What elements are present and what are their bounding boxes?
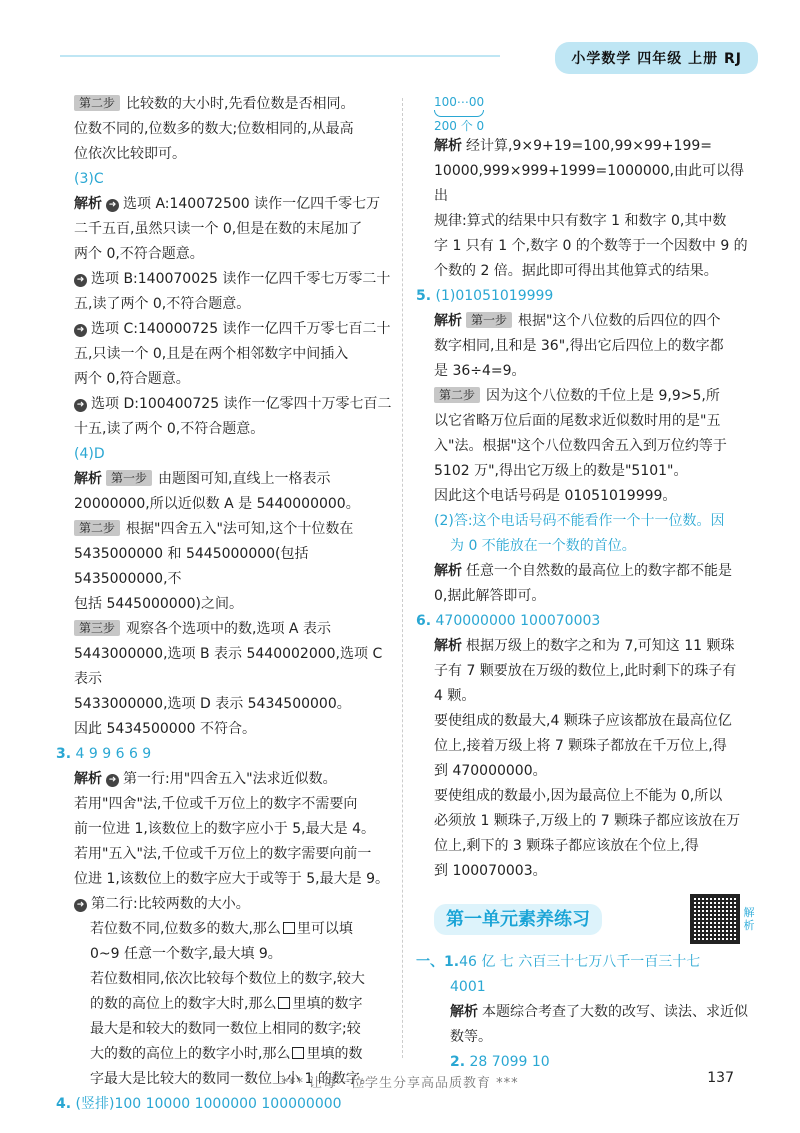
paragraph: 最大是和较大的数同一数位上相同的数字;较 xyxy=(90,1021,361,1037)
brace-annotation: 100⋯00 200 个 0 xyxy=(434,95,485,133)
paragraph: 要使组成的数最小,因为最高位上不能为 0,所以 xyxy=(434,788,723,804)
question-number: 5. xyxy=(416,288,432,304)
paragraph: 解析 第一步 根据"这个八位数的后四位的四个 xyxy=(434,313,721,329)
paragraph: 5433000000,选项 D 表示 5434500000。 xyxy=(74,696,351,712)
arrow-icon: ➜ xyxy=(74,274,87,287)
step-badge: 第三步 xyxy=(74,620,120,636)
unit-q1 xyxy=(416,950,756,975)
question-5 xyxy=(416,284,756,309)
paragraph: ➜ 第二行:比较两数的大小。 xyxy=(74,892,392,917)
question-number: 4. xyxy=(56,1096,72,1112)
paragraph: 位上,剩下的 3 颗珠子都应该放在个位上,得 xyxy=(434,838,699,854)
answer: (2)答:这个电话号码不能看作一个十一位数。因 xyxy=(434,513,725,529)
paragraph: 若位数相同,依次比较每个数位上的数字,较大 xyxy=(90,971,365,987)
paragraph: 因此 5434500000 不符合。 xyxy=(74,721,256,737)
question-number: 一、1. xyxy=(416,954,460,970)
paragraph: 到 100070003。 xyxy=(434,863,547,879)
paragraph: 两个 0,不符合题意。 xyxy=(74,246,204,262)
paragraph: 第二步 因为这个八位数的千位上是 9,9>5,所 xyxy=(434,384,756,409)
paragraph: 解析 根据万级上的数字之和为 7,可知这 11 颗珠 xyxy=(434,638,735,654)
arrow-icon: ➜ xyxy=(74,899,87,912)
answer: (3)C xyxy=(74,171,104,187)
paragraph: 到 470000000。 xyxy=(434,763,547,779)
qr-code-icon xyxy=(690,894,740,944)
analysis-label: 解析 xyxy=(434,138,462,154)
paragraph: ➜ 选项 B:140070025 读作一亿四千零七万零二十 xyxy=(74,267,392,292)
paragraph: 0~9 任意一个数字,最大填 9。 xyxy=(90,946,282,962)
arrow-icon: ➜ xyxy=(74,399,87,412)
paragraph: 字最大是比较大的数同一数位上小 1 的数字。 xyxy=(90,1071,374,1087)
header-rule xyxy=(60,55,500,57)
paragraph: 因此这个电话号码是 01051019999。 xyxy=(434,488,677,504)
paragraph: 第三步 观察各个选项中的数,选项 A 表示 xyxy=(74,617,392,642)
answer: 470000000 100070003 xyxy=(435,613,601,629)
paragraph: 大的数的高位上的数字小时,那么 里填的数 xyxy=(90,1046,363,1062)
paragraph: 以它省略万位后面的尾数求近似数时用的是"五 xyxy=(434,413,721,429)
paragraph: 位上,接着万级上将 7 颗珠子都放在千万位上,得 xyxy=(434,738,727,754)
paragraph: 解析 第一步 由题图可知,直线上一格表示 xyxy=(74,471,331,487)
paragraph: 解析 ➜ 选项 A:140072500 读作一亿四千零七万 xyxy=(74,196,381,212)
blank-box-icon xyxy=(292,1047,304,1059)
question-number: 2. xyxy=(450,1054,466,1070)
paragraph: 五,只读一个 0,且是在两个相邻数字中间插入 xyxy=(74,346,349,362)
paragraph: 位依次比较即可。 xyxy=(74,146,186,162)
paragraph: 解析 任意一个自然数的最高位上的数字都不能是 xyxy=(434,563,732,579)
column-divider xyxy=(402,98,403,1058)
arrow-icon: ➜ xyxy=(106,199,119,212)
paragraph: 前一位进 1,该数位上的数字应小于 5,最大是 4。 xyxy=(74,821,375,837)
paragraph: 第二步 根据"四舍五入"法可知,这个十位数在 xyxy=(74,517,392,542)
paragraph: 要使组成的数最大,4 颗珠子应该都放在最高位亿 xyxy=(434,713,732,729)
footer-slogan: *** 让每一位学生分享高品质教育 *** xyxy=(281,1076,519,1091)
paragraph: 两个 0,符合题意。 xyxy=(74,371,190,387)
paragraph: 解析 本题综合考查了大数的改写、读法、求近似 xyxy=(450,1004,748,1020)
paragraph: 十五,读了两个 0,不符合题意。 xyxy=(74,421,265,437)
paragraph: 位数不同的,位数多的数大;位数相同的,从最高 xyxy=(74,121,354,137)
answer: 为 0 不能放在一个数的首位。 xyxy=(450,538,636,554)
paragraph: 必须放 1 颗珠子,万级上的 7 颗珠子都应该放在万 xyxy=(434,813,741,829)
paragraph: 5443000000,选项 B 表示 5440002000,选项 C 表示 xyxy=(74,646,383,687)
step-badge: 第二步 xyxy=(74,520,120,536)
paragraph: 五,读了两个 0,不符合题意。 xyxy=(74,296,251,312)
book-label: 小学数学 四年级 上册 RJ xyxy=(555,42,758,74)
answer: 4001 xyxy=(450,979,486,995)
question-6 xyxy=(416,609,756,634)
paragraph: ➜ 选项 D:100400725 读作一亿零四十万零七百二 xyxy=(74,392,392,417)
analysis-label: 解析 xyxy=(74,771,102,787)
paragraph: 若用"五入"法,千位或千万位上的数字需要向前一 xyxy=(74,846,372,862)
unit-title: 第一单元素养练习 xyxy=(434,904,602,935)
paragraph: 包括 5445000000)之间。 xyxy=(74,596,243,612)
paragraph: 若位数不同,位数多的数大,那么 里可以填 xyxy=(90,921,353,937)
paragraph: 20000000,所以近似数 A 是 5440000000。 xyxy=(74,496,360,512)
answer: (竖排)100 10000 1000000 100000000 xyxy=(75,1096,342,1112)
paragraph: 位进 1,该数位上的数字应大于或等于 5,最大是 9。 xyxy=(74,871,389,887)
right-column xyxy=(416,92,756,1075)
question-4 xyxy=(56,1092,392,1117)
unit-heading xyxy=(434,894,756,944)
blank-box-icon xyxy=(278,997,290,1009)
arrow-icon: ➜ xyxy=(74,324,87,337)
paragraph: 规律:算式的结果中只有数字 1 和数字 0,其中数 xyxy=(434,213,727,229)
analysis-label: 解析 xyxy=(434,638,462,654)
answer: 46 亿 七 六百三十七万八千一百三十七 xyxy=(459,954,701,970)
question-number: 3. xyxy=(56,746,72,762)
paragraph: 个数的 2 倍。据此即可得出其他算式的结果。 xyxy=(434,263,718,279)
step-badge: 第一步 xyxy=(106,470,152,486)
answer: 28 7099 10 xyxy=(469,1054,550,1070)
header xyxy=(555,42,758,74)
step-badge: 第一步 xyxy=(466,312,512,328)
answer: (4)D xyxy=(74,446,105,462)
paragraph: 二千五百,虽然只读一个 0,但是在数的末尾加了 xyxy=(74,221,363,237)
paragraph: 解析 ➜ 第一行:用"四舍五入"法求近似数。 xyxy=(74,771,337,787)
paragraph: 10000,999×999+1999=1000000,由此可以得出 xyxy=(434,163,745,204)
analysis-label: 解析 xyxy=(74,196,102,212)
paragraph: 字 1 只有 1 个,数字 0 的个数等于一个因数中 9 的 xyxy=(434,238,748,254)
paragraph: 第二步 比较数的大小时,先看位数是否相同。 xyxy=(74,92,392,117)
qr-label: 解析 xyxy=(743,906,755,932)
blank-box-icon xyxy=(283,922,295,934)
qr-code[interactable] xyxy=(690,894,756,944)
step-badge: 第二步 xyxy=(74,95,120,111)
paragraph: 数字相同,且和是 36",得出它后四位上的数字都 xyxy=(434,338,724,354)
analysis-label: 解析 xyxy=(434,563,462,579)
paragraph: 5102 万",得出它万级上的数是"5101"。 xyxy=(434,463,688,479)
paragraph: 若用"四舍"法,千位或千万位上的数字不需要向 xyxy=(74,796,358,812)
answer: 4 9 9 6 6 9 xyxy=(75,746,152,762)
paragraph: 5435000000 和 5445000000(包括 5435000000,不 xyxy=(74,546,309,587)
paragraph: 是 36÷4=9。 xyxy=(434,363,526,379)
answer: (1)01051019999 xyxy=(435,288,554,304)
page-number: 137 xyxy=(707,1070,734,1086)
paragraph: 数等。 xyxy=(450,1029,492,1045)
arrow-icon: ➜ xyxy=(106,774,119,787)
paragraph: 子有 7 颗要放在万级的数位上,此时剩下的珠子有 xyxy=(434,663,737,679)
paragraph: 的数的高位上的数字大时,那么 里填的数字 xyxy=(90,996,363,1012)
left-column xyxy=(56,92,392,1117)
paragraph: 0,据此解答即可。 xyxy=(434,588,546,604)
paragraph: 解析 经计算,9×9+19=100,99×99+199= xyxy=(434,138,712,154)
brace-icon xyxy=(434,110,484,117)
analysis-label: 解析 xyxy=(434,313,462,329)
analysis-label: 解析 xyxy=(74,471,102,487)
question-number: 6. xyxy=(416,613,432,629)
paragraph: 入"法。根据"这个八位数四舍五入到万位约等于 xyxy=(434,438,727,454)
step-badge: 第二步 xyxy=(434,387,480,403)
analysis-label: 解析 xyxy=(450,1004,478,1020)
paragraph: ➜ 选项 C:140000725 读作一亿四千万零七百二十 xyxy=(74,317,392,342)
paragraph: 4 颗。 xyxy=(434,688,476,704)
question-3 xyxy=(56,742,392,767)
